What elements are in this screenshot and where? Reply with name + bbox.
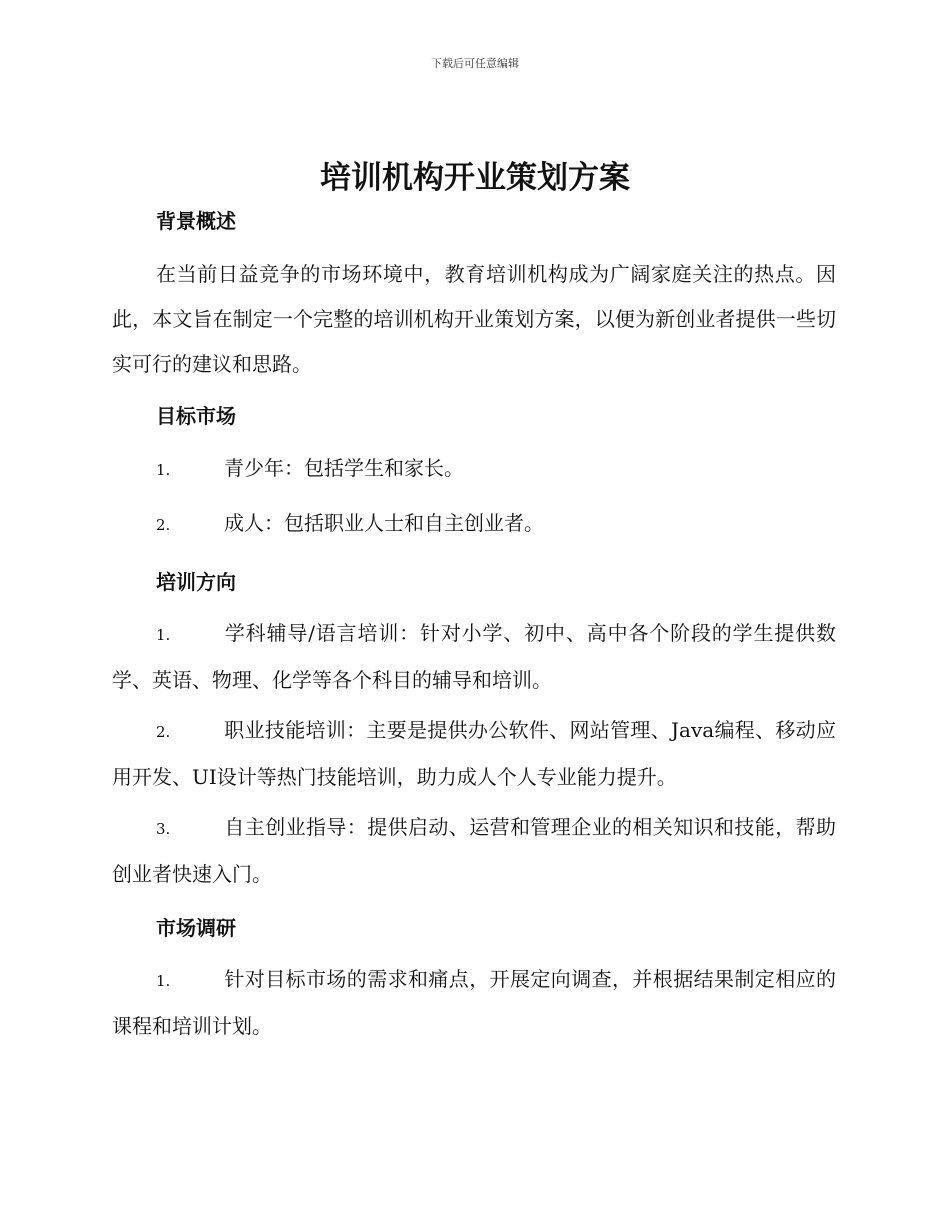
list-text: 青少年：包括学生和家长。: [224, 456, 464, 480]
list-item: [112, 957, 836, 1049]
list-item: [112, 805, 836, 897]
list-item: [112, 611, 836, 703]
list-text: 自主创业指导：提供启动、运营和管理企业的相关知识和技能，帮助创业者快速入门。: [112, 815, 836, 886]
section-heading-target-market: 目标市场: [156, 404, 236, 428]
document-title: 培训机构开业策划方案: [320, 160, 630, 196]
list-number: 1.: [156, 626, 171, 644]
section-heading-training-direction: 培训方向: [156, 570, 236, 594]
list-number: 2.: [156, 516, 171, 534]
section-heading-background: 背景概述: [156, 209, 236, 233]
background-paragraph: 在当前日益竞争的市场环境中，教育培训机构成为广阔家庭关注的热点。因此，本文旨在制定一个完整的培训机构开业策划方案，以便为新创业者提供一些切实可行的建议和思路。: [112, 262, 836, 376]
section-heading-market-research: 市场调研: [156, 916, 236, 940]
list-item: [112, 446, 836, 493]
list-text: 学科辅导/语言培训：针对小学、初中、高中各个阶段的学生提供数学、英语、物理、化学等各个科目的辅导和培训。: [112, 621, 836, 692]
list-item: [112, 501, 836, 548]
list-number: 2.: [156, 723, 171, 741]
list-text: 针对目标市场的需求和痛点，开展定向调查，并根据结果制定相应的课程和培训计划。: [112, 967, 836, 1038]
list-number: 1.: [156, 972, 171, 990]
list-text: 成人：包括职业人士和自主创业者。: [224, 511, 544, 535]
list-number: 3.: [156, 820, 171, 838]
list-number: 1.: [156, 461, 171, 479]
page-header-note: 下载后可任意编辑: [431, 57, 519, 70]
list-item: [112, 708, 836, 800]
list-text: 职业技能培训：主要是提供办公软件、网站管理、Java编程、移动应用开发、UI设计等热门技能培训，助力成人个人专业能力提升。: [112, 718, 836, 789]
